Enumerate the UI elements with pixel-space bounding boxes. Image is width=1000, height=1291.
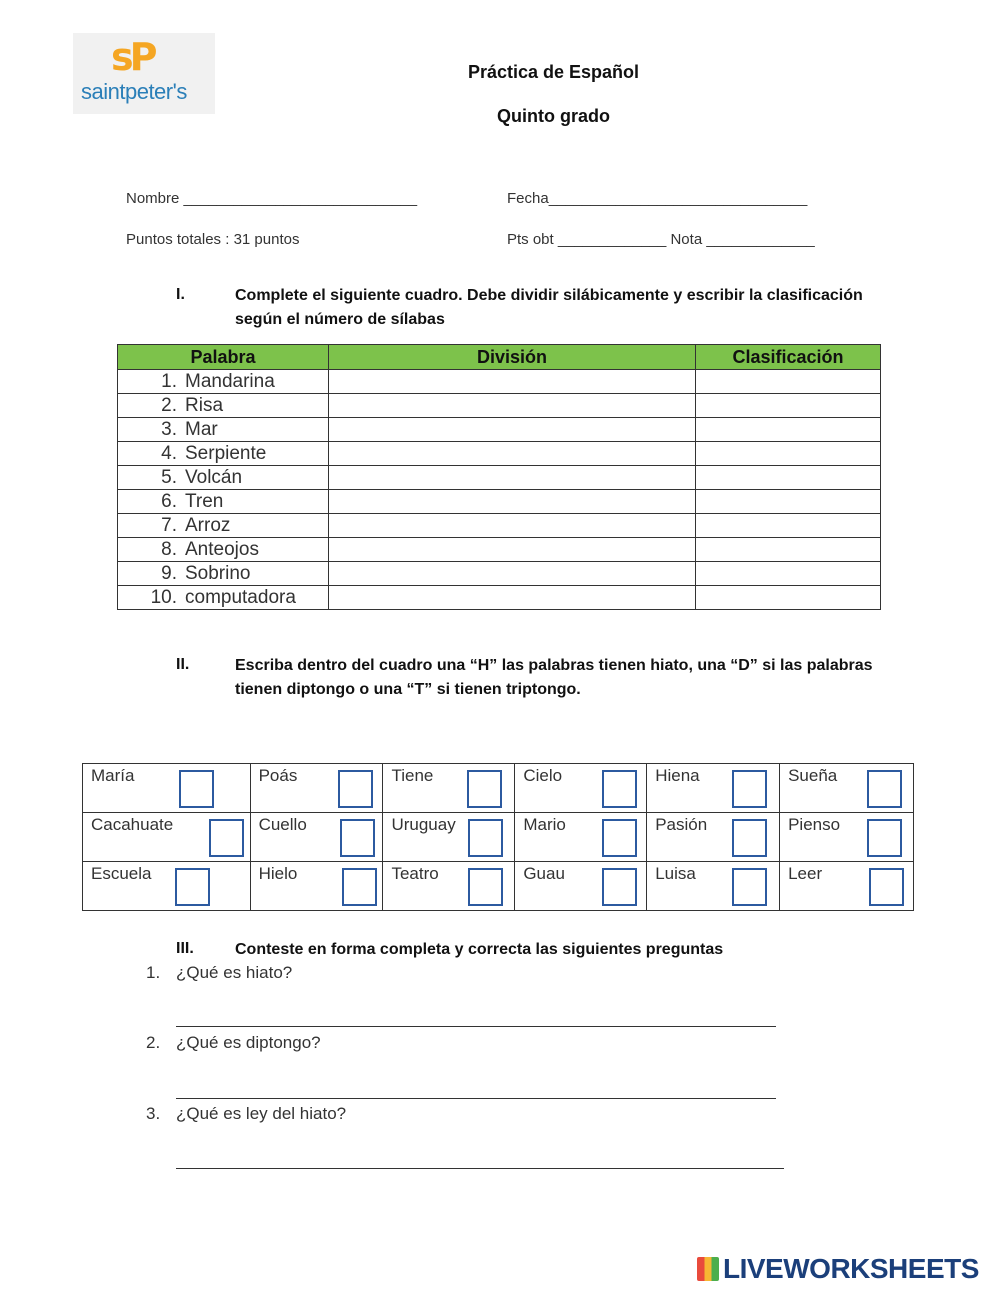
clasificacion-input-cell[interactable] (696, 442, 881, 466)
hiato-table (82, 763, 914, 911)
row-number: 7. (161, 514, 177, 536)
division-input-cell[interactable] (329, 418, 696, 442)
division-input-cell[interactable] (329, 586, 696, 610)
nombre-field[interactable]: Nombre ____________________________ (126, 190, 418, 207)
col-division: División (329, 345, 696, 370)
liveworksheets-text: LIVEWORKSHEETS (723, 1253, 979, 1284)
division-input-cell[interactable] (329, 490, 696, 514)
word-cell (118, 562, 329, 586)
word-cell (515, 862, 647, 911)
row-number: 5. (161, 466, 177, 488)
word-label: Teatro (391, 864, 439, 883)
row-word: Anteojos (185, 538, 259, 560)
word-cell (118, 394, 329, 418)
word-cell (647, 813, 780, 862)
row-word: Tren (185, 490, 224, 512)
word-cell (383, 813, 515, 862)
division-input-cell[interactable] (329, 466, 696, 490)
question-3-text: ¿Qué es ley del hiato? (176, 1104, 347, 1123)
logo-name: saintpeter's (81, 79, 187, 104)
word-cell (250, 764, 383, 813)
table-header-row (118, 345, 881, 370)
division-input-cell[interactable] (329, 538, 696, 562)
liveworksheets-icon (697, 1257, 719, 1281)
row-number: 9. (161, 562, 177, 584)
word-cell (118, 442, 329, 466)
word-label: Hiena (655, 766, 700, 785)
col-clasificacion: Clasificación (696, 345, 881, 370)
word-cell (118, 586, 329, 610)
answer-line-1[interactable] (176, 1026, 776, 1027)
word-cell (83, 764, 251, 813)
word-cell (780, 813, 914, 862)
word-label: Uruguay (391, 815, 456, 834)
row-number: 4. (161, 442, 177, 464)
table-row (118, 466, 881, 490)
clasificacion-input-cell[interactable] (696, 418, 881, 442)
answer-box[interactable] (732, 819, 767, 857)
logo-mark: sP (111, 35, 154, 79)
word-cell (118, 514, 329, 538)
word-cell (780, 862, 914, 911)
table-row (118, 394, 881, 418)
word-cell (118, 538, 329, 562)
table-row (118, 370, 881, 394)
word-cell (83, 862, 251, 911)
word-label: Escuela (91, 864, 152, 883)
question-1-number: 1. (146, 963, 161, 982)
answer-box[interactable] (602, 819, 637, 857)
word-label: Poás (258, 766, 298, 785)
word-label: Leer (788, 864, 823, 883)
question-3-number: 3. (146, 1104, 161, 1123)
answer-box[interactable] (468, 819, 503, 857)
word-cell (250, 862, 383, 911)
word-cell (780, 764, 914, 813)
answer-box[interactable] (342, 868, 377, 906)
word-label: Cuello (258, 815, 307, 834)
table-row (118, 418, 881, 442)
word-cell (118, 418, 329, 442)
division-input-cell[interactable] (329, 370, 696, 394)
word-cell (250, 813, 383, 862)
answer-box[interactable] (340, 819, 375, 857)
table-row (118, 538, 881, 562)
division-input-cell[interactable] (329, 562, 696, 586)
answer-box[interactable] (867, 819, 902, 857)
table-row (118, 562, 881, 586)
table-row (118, 514, 881, 538)
question-2-number: 2. (146, 1033, 161, 1052)
row-word: Volcán (185, 466, 243, 488)
syllable-table (117, 344, 881, 610)
clasificacion-input-cell[interactable] (696, 562, 881, 586)
clasificacion-input-cell[interactable] (696, 466, 881, 490)
col-palabra: Palabra (118, 345, 329, 370)
word-cell (118, 370, 329, 394)
row-word: computadora (185, 586, 296, 608)
clasificacion-input-cell[interactable] (696, 538, 881, 562)
word-label: Tiene (391, 766, 434, 785)
answer-box[interactable] (867, 770, 902, 808)
row-number: 10. (150, 586, 177, 608)
division-input-cell[interactable] (329, 394, 696, 418)
division-input-cell[interactable] (329, 514, 696, 538)
word-label: María (91, 766, 135, 785)
word-cell (647, 862, 780, 911)
word-label: Luisa (655, 864, 696, 883)
word-cell (83, 813, 251, 862)
answer-line-3[interactable] (176, 1168, 784, 1169)
answer-box[interactable] (179, 770, 214, 808)
section-3-instructions: Conteste en forma completa y correcta las siguientes preguntas (235, 941, 724, 958)
word-cell (515, 764, 647, 813)
row-word: Risa (185, 394, 224, 416)
table-row (118, 442, 881, 466)
word-label: Pasión (655, 815, 708, 834)
clasificacion-input-cell[interactable] (696, 394, 881, 418)
section-2-number: II. (176, 656, 190, 673)
row-word: Arroz (185, 514, 231, 536)
grid-row (83, 862, 914, 911)
word-label: Hielo (258, 864, 298, 883)
row-number: 6. (161, 490, 177, 512)
table-row (118, 490, 881, 514)
answer-box[interactable] (467, 770, 502, 808)
answer-line-2[interactable] (176, 1098, 776, 1099)
question-1-text: ¿Qué es hiato? (176, 963, 293, 982)
page-title: Práctica de Español (467, 62, 640, 82)
answer-box[interactable] (468, 868, 503, 906)
word-cell (647, 764, 780, 813)
word-cell (118, 466, 329, 490)
word-cell (383, 764, 515, 813)
fecha-field[interactable]: Fecha_______________________________ (507, 190, 808, 207)
word-label: Mario (523, 815, 566, 834)
grid-row (83, 813, 914, 862)
row-number: 1. (161, 370, 177, 392)
puntos-totales: Puntos totales : 31 puntos (126, 231, 300, 248)
row-number: 3. (161, 418, 177, 440)
word-label: Sueña (788, 766, 838, 785)
section-3-number: III. (176, 940, 194, 957)
table-row (118, 586, 881, 610)
answer-box[interactable] (175, 868, 210, 906)
word-cell (515, 813, 647, 862)
section-1-number: I. (176, 286, 185, 303)
answer-box[interactable] (732, 868, 767, 906)
row-number: 2. (161, 394, 177, 416)
clasificacion-input-cell[interactable] (696, 514, 881, 538)
row-word: Serpiente (185, 442, 267, 464)
answer-box[interactable] (732, 770, 767, 808)
word-label: Cacahuate (91, 815, 174, 834)
row-number: 8. (161, 538, 177, 560)
division-input-cell[interactable] (329, 442, 696, 466)
word-label: Cielo (523, 766, 563, 785)
answer-box[interactable] (338, 770, 373, 808)
section-2-instructions: Escriba dentro del cuadro una “H” las palabras tienen hiato, una “D” si las palabras tienen diptongo o una “T” si tienen triptongo. (235, 657, 873, 698)
clasificacion-input-cell[interactable] (696, 586, 881, 610)
liveworksheets-logo (697, 1253, 979, 1285)
grid-row (83, 764, 914, 813)
pts-nota-field[interactable]: Pts obt _____________ Nota _____________ (507, 231, 815, 248)
row-word: Mar (185, 418, 218, 440)
page-subtitle: Quinto grado (497, 106, 610, 126)
row-word: Mandarina (185, 370, 275, 392)
question-2-text: ¿Qué es diptongo? (176, 1033, 321, 1052)
word-cell (118, 490, 329, 514)
answer-box[interactable] (209, 819, 244, 857)
row-word: Sobrino (185, 562, 251, 584)
word-label: Guau (523, 864, 565, 883)
clasificacion-input-cell[interactable] (696, 490, 881, 514)
word-cell (383, 862, 515, 911)
clasificacion-input-cell[interactable] (696, 370, 881, 394)
answer-box[interactable] (869, 868, 904, 906)
section-1-instructions: Complete el siguiente cuadro. Debe dividir silábicamente y escribir la clasificación según el número de sílabas (235, 287, 863, 328)
answer-box[interactable] (602, 868, 637, 906)
answer-box[interactable] (602, 770, 637, 808)
word-label: Pienso (788, 815, 841, 834)
